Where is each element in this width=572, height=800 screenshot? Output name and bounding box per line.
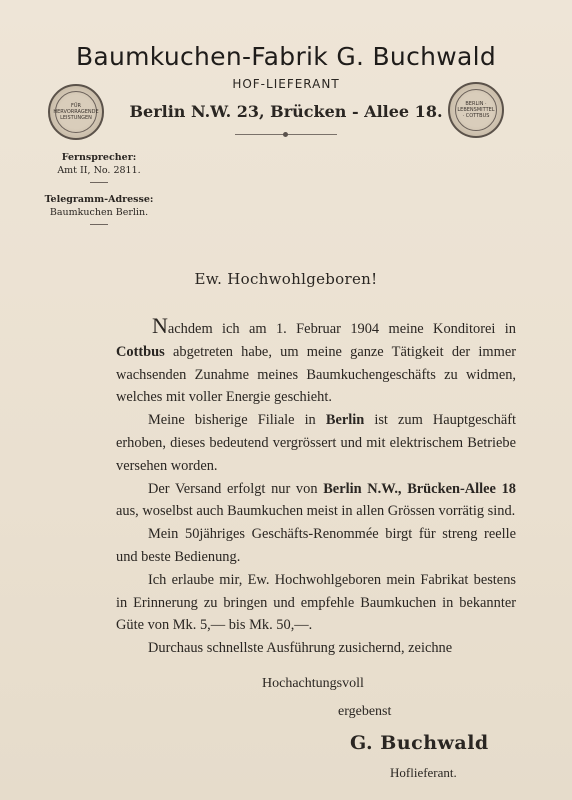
- company-address: Berlin N.W. 23, Brücken - Allee 18.: [129, 102, 443, 121]
- signature-name: G. Buchwald: [350, 732, 489, 754]
- paragraph-4: Mein 50jähriges Geschäfts-Renommée birgt für streng reelle und beste Bedienung.: [116, 526, 516, 565]
- medal-right-inscription: BERLIN · LEBENSMITTEL · COTTBUS: [455, 89, 497, 131]
- company-name: Baumkuchen-Fabrik G. Buchwald: [75, 42, 497, 71]
- contact-divider: [90, 224, 108, 225]
- medal-left-inscription: FÜR HERVORRAGENDE LEISTUNGEN: [55, 91, 97, 133]
- phone-value: Amt II, No. 2811.: [57, 165, 141, 176]
- paragraph-text: abgetreten habe, um meine ganze Tätigkeit der immer wachsenden Zunahme meines Baumkuchengeschäfts zu widmen, welches mit voller Energie geschieht.: [116, 343, 516, 406]
- emphasis-text: Berlin: [325, 412, 365, 429]
- paragraph-text: Der Versand erfolgt nur von: [148, 480, 324, 497]
- telegram-block: [34, 193, 164, 219]
- appointment-title: HOF-LIEFERANT: [232, 77, 340, 91]
- closing-salutation: Hochachtungsvoll: [262, 676, 364, 691]
- paragraph-2: [116, 409, 516, 477]
- paragraph-6: Durchaus schnellste Ausführung zusichernd, zeichne: [148, 640, 453, 657]
- header-divider: [235, 134, 337, 135]
- seal-medal-icon: [448, 82, 504, 138]
- paragraph-1: [116, 313, 516, 409]
- paragraph-5: Ich erlaube mir, Ew. Hochwohlgeboren mein Fabrikat bestens in Erinnerung zu bringen und empfehle Baumkuchen in bekannter Güte von Mk. 5,— bis Mk. 50,—.: [116, 571, 516, 634]
- telegram-value: Baumkuchen Berlin.: [49, 207, 149, 218]
- letter-body: [116, 313, 516, 660]
- phone-label: Fernsprecher:: [61, 152, 137, 163]
- award-medal-icon: [48, 84, 104, 140]
- telegram-label: Telegramm-Adresse:: [44, 194, 154, 205]
- emphasis-text: Berlin N.W., Brücken-Allee 18: [323, 480, 516, 497]
- contact-divider: [90, 182, 108, 183]
- drop-cap: N: [152, 313, 168, 338]
- closing-ergebenst: ergebenst: [338, 704, 392, 719]
- emphasis-text: Cottbus: [116, 343, 165, 360]
- paragraph-text: achdem ich am 1. Februar 1904 meine Konditorei in: [167, 321, 516, 337]
- paragraph-text: ist zum Hauptgeschäft erhoben, dieses bedeutend vergrössert und mit elektrischem Betriebe versehen worden.: [116, 412, 516, 474]
- paragraph-text: Meine bisherige Filiale in: [148, 412, 326, 429]
- signature-title: Hoflieferant.: [390, 765, 457, 780]
- paragraph-text: aus, woselbst auch Baumkuchen meist in allen Grössen vorrätig sind.: [116, 503, 516, 520]
- greeting: Ew. Hochwohlgeboren!: [194, 270, 378, 288]
- phone-block: [34, 151, 164, 177]
- paragraph-3: [116, 478, 516, 524]
